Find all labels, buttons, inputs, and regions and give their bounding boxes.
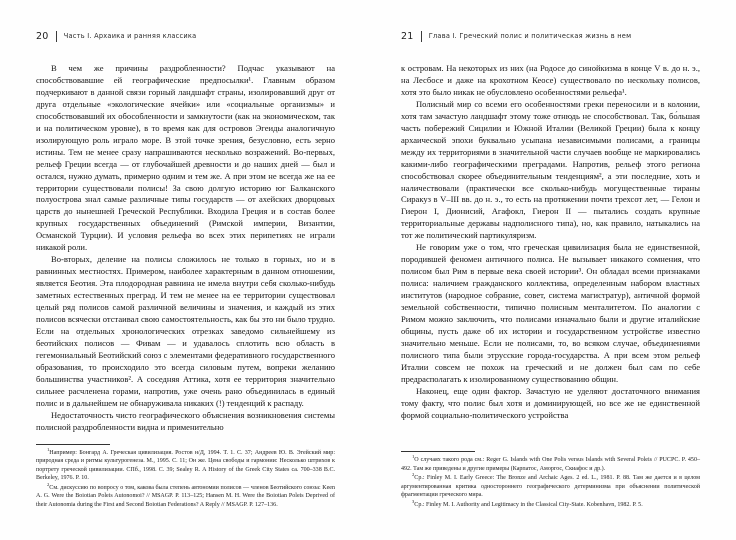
running-head-right	[401, 28, 700, 44]
paragraph: В чем же причины раздробленности? Подчас указывают на способствовавшие ей географические предпосылки¹. Главным образом подчеркивают в данной связи горный ландшафт страны, изолировавший друг от друга отдельные «экологические ячейки» или «социальные организмы» и способствовавший их обособленности и замкнутости (как на экономическом, так и на политическом уровне), в то время как для островов Эгеиды аналогичную изолирующую роль играло море. В этой точке зрения, безусловно, есть зерно истины. Тем не менее сразу напрашиваются несколько возражений. Во-первых, рельеф Греции всегда — от глубочайшей древности и до наших дней — был и остался, нужно думать, примерно одним и тем же. А при этом не всегда же на ее территории существовали полисы! За свою долгую историю юг Балканского полуострова знал самые различные типы государств — от ахейских дворцовых царств до нынешней Греческой Республики. Входила Греция и в состав более крупных государственных объединений (Римской империи, Византии, Османской Турции). И условия рельефа во всех этих перипетиях не играли никакой роли.	[36, 63, 335, 253]
running-head-divider	[421, 31, 422, 42]
footnote-rule	[36, 444, 110, 445]
running-head-title-left: Часть I. Архаика и ранняя классика	[63, 32, 197, 40]
paragraph: Не говорим уже о том, что греческая цивилизация была не единственной, породившей феномен античного полиса. Не вызывает никакого сомнения, что полисом был Рим в первые века своей истории³. Он обладал всеми признаками полиса: наличием гражданского коллектива, определенным набором властных институтов (народное собрание, совет, система магистратур), античной формой земельной собственности, типично полисным менталитетом. По аналогии с Римом можно заключить, что полисами изначально были и другие италийские общины, пусть даже об их истории и государственном устройстве известно значительно меньше. Если не полисами, то, во всяком случае, объединениями полисного типа были этрусские города-государства. А при всем этом рельеф Италии совсем не похож на греческий и не должен был сам по себе предрасполагать к изолированному существованию общин.	[401, 242, 700, 384]
running-head-left	[36, 28, 335, 44]
footnote-text: Ср.: Finley M. I. Authority and Legitimacy in the Classical City-State. Kobenhavn, 1982. P. 5.	[414, 501, 643, 508]
page-number-left: 20	[36, 30, 49, 42]
footnotes-right	[401, 451, 700, 510]
footnote-marker: 3	[412, 498, 415, 504]
footnote-text: См. дискуссию по вопросу о том, какова была степень автономии полисов — членов Беотийского союза: Keen A. G. Were the Boiotian Poleis Autonomoi? // MSAGP. P. 113–125; Hansen M. H. Were the Boiotian Poleis Deprived of their Autonomia during the First and Second Boiotian Federations? A Reply // MSAGP. P. 127–136.	[36, 484, 335, 508]
footnote	[36, 446, 335, 483]
footnote	[401, 471, 700, 500]
right-page	[368, 0, 736, 540]
paragraph: Недостаточность чисто географического объяснения возникновения системы полисной раздробленности видна и применительно	[36, 409, 335, 432]
footnote	[401, 453, 700, 473]
footnote-marker: 2	[412, 471, 415, 477]
footnote-text: Ср.: Finley M. I. Early Greece: The Bronze and Archaic Ages. 2 ed. L., 1981. P. 88. Там же дается и в целом аргументированная критика одностороннего географического детерминизма при объяснении политической фрагментации греческого мира.	[401, 475, 700, 498]
paragraph: Полисный мир со всеми его особенностями греки переносили и в колонии, хотя там зачастую ландшафт этому тоже отнюдь не способствовал. Так, бо́льшая часть побережий Сицилии и Южной Италии (Великой Греции) была к концу архаической эпохи буквально усыпана независимыми полисами, а границы между их территориями в значительной части случаев вообще не маркировались какими-либо географическими преградами. Напротив, рельеф этого региона способствовал скорее объединительным тенденциям², а эти последние, хоть и наличествовали (практически все сколько-нибудь могущественные тираны Сиракуз в V–III вв. до н. э., то есть на протяжении почти трехсот лет, — Гелон и Гиерон I, Дионисий, Агафокл, Гиерон II — пытались создать крупные территориальные державы надполисного типа), но, как правило, натыкались на тот же политический партикуляризм.	[401, 98, 700, 241]
footnote	[36, 481, 335, 510]
paragraph: Наконец, еще один фактор. Зачастую не уделяют достаточного внимания тому факту, что полис был хотя и доминирующей, но все же не единственной формой социально-политического устройства	[401, 385, 700, 420]
footnotes-left	[36, 444, 335, 510]
footnote-text: О случаях такого рода см.: Reger G. Islands with One Polis versus Islands with Several Poleis // PUCPC. P. 450–492. Там же приведены и другие примеры (Карпатос, Аморгос, Скиафос и др.).	[401, 457, 700, 472]
footnote-marker: 1	[47, 446, 50, 452]
footnote-rule	[401, 451, 475, 452]
paragraph: к островам. На некоторых из них (на Родосе до синойкизма в конце V в. до н. э., на Лесбосе и даже на крохотном Кеосе) существовало по нескольку полисов, хотя это было никак не обусловлено особенностями рельефа¹.	[401, 63, 700, 97]
footnote-marker: 2	[47, 481, 50, 487]
paragraph: Во-вторых, деление на полисы сложилось не только в горных, но и в равнинных местностях. Примером, наиболее характерным в данном отношении, является Беотия. Эта плодородная равнина не имела внутри себя сколько-нибудь заметных естественных преград. И тем не менее на ее территории существовал целый ряд полисов самой различной величины и значения, и каждый из этих полисов всячески отстаивал свою самостоятельность, как бы это ни было трудно. Если на отдельных хронологических отрезках заведомо сильнейшему из беотийских полисов — Фивам — и удавалось сплотить всю область в гегемониальный Беотийский союз с элементами федеративного государственного образования, то происходило это всегда силовым путем, вопреки желанию большинства участников². А соседняя Аттика, хотя ее территория значительно сильнее расчленена горами, напротив, уже очень рано объединилась в единый полис и в дальнейшем не обнаруживала никаких (!) тенденций к распаду.	[36, 254, 335, 408]
running-head-divider	[56, 31, 57, 42]
body-text-left	[36, 63, 335, 434]
footnote-marker: 1	[412, 453, 415, 459]
page-number-right: 21	[401, 30, 414, 42]
footnote	[401, 498, 700, 510]
footnote-text: Например: Бонгард А. Греческая цивилизация. Ростов н/Д, 1994. Т. 1. С. 37; Андреев Ю. В. Эгейский мир: природная среда и ритмы культурогенеза. М., 1995. С. 11; Он же. Цена свободы и гармонии: Несколько штрихов к портрету греческой цивилизации. СПб., 1998. С. 39; Sealey R. A History of the Greek City States ca. 700–338 B.C. Berkeley, 1976. P. 10.	[36, 449, 335, 481]
running-head-title-right: Глава I. Греческий полис и политическая жизнь в нем	[428, 32, 632, 40]
body-text-right	[401, 63, 700, 422]
